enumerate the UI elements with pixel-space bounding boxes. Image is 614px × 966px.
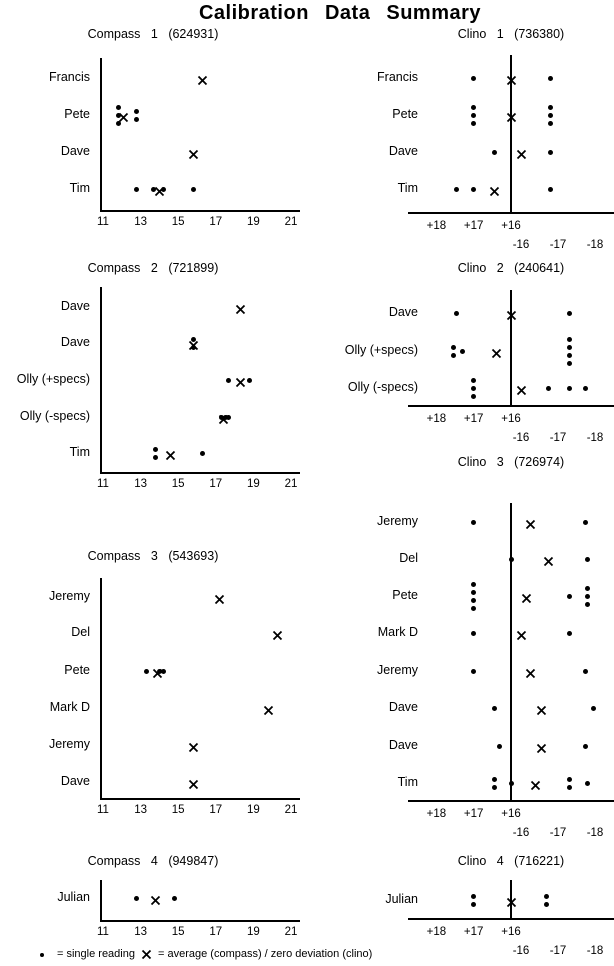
row-label: Jeremy [377,514,418,528]
reading-dot [585,602,590,607]
average-x-marker [188,147,199,158]
axis-tick-label: -16 [512,827,530,839]
x-axis-line [100,798,300,800]
x-axis-line [408,800,614,802]
reading-dot [471,187,476,192]
clino-plot-title: Clino 2 (240641) [457,261,565,275]
average-x-marker [235,375,246,386]
reading-dot [471,606,476,611]
row-label: Pete [392,588,418,602]
axis-tick-label: 21 [284,478,298,490]
row-label: Tim [397,775,418,789]
x-axis-line [408,405,614,407]
reading-dot [567,361,572,366]
reading-dot [548,113,553,118]
reading-dot [454,311,459,316]
axis-tick-label: -16 [512,239,530,251]
row-label: Dave [60,299,90,313]
axis-tick-label: 21 [284,216,298,228]
reading-dot [471,894,476,899]
reading-dot [471,76,476,81]
zero-deviation-x-marker [543,554,554,565]
row-label: Mark D [49,700,90,714]
axis-tick-label: -16 [512,945,530,957]
reading-dot [226,378,231,383]
reading-dot [492,777,497,782]
reading-dot [492,706,497,711]
legend-average-label: = average (compass) / zero deviation (clino) [158,948,373,960]
axis-tick-label: 11 [97,804,109,816]
average-x-marker [154,184,165,195]
reading-dot [544,894,549,899]
reading-dot [567,311,572,316]
x-axis-line [100,920,300,922]
row-label: Pete [64,107,90,121]
average-x-marker [165,448,176,459]
row-label: Del [71,625,90,639]
row-label: Pete [392,107,418,121]
x-axis-line [408,212,614,214]
axis-tick-label: 17 [209,926,223,938]
average-x-marker [150,893,161,904]
y-axis-line [100,880,102,920]
reading-dot [471,590,476,595]
reading-dot [585,594,590,599]
clino-plot-title: Clino 1 (736380) [457,27,565,41]
average-x-marker [188,740,199,751]
reading-dot [567,594,572,599]
average-x-marker [272,628,283,639]
reading-dot [583,669,588,674]
reading-dot [585,557,590,562]
y-axis-line [100,287,102,472]
zero-deviation-x-marker [516,628,527,639]
row-label: Jeremy [377,663,418,677]
average-x-marker [188,338,199,349]
reading-dot [548,187,553,192]
axis-tick-label: +17 [463,926,484,938]
average-x-marker [188,777,199,788]
row-label: Dave [60,335,90,349]
axis-tick-label: +16 [501,808,521,820]
reading-dot [454,187,459,192]
page-title: Calibration Data Summary [198,2,482,24]
row-label: Francis [49,70,90,84]
reading-dot [471,113,476,118]
reading-dot [451,345,456,350]
row-label: Dave [388,144,418,158]
reading-dot [492,150,497,155]
row-label: Olly (+specs) [16,372,90,386]
y-axis-line [100,58,102,210]
axis-tick-label: -17 [549,827,567,839]
zero-deviation-x-marker [525,517,536,528]
row-label: Tim [69,181,90,195]
reading-dot [134,896,139,901]
axis-tick-label: 11 [97,478,109,490]
row-label: Dave [388,738,418,752]
reading-dot [509,781,514,786]
axis-tick-label: 21 [284,804,298,816]
zero-deviation-x-marker [491,346,502,357]
axis-tick-label: +18 [426,926,447,938]
average-x-marker [118,110,129,121]
reading-dot [492,785,497,790]
reading-dot [497,744,502,749]
axis-tick-label: -17 [549,432,567,444]
axis-tick-label: -17 [549,239,567,251]
row-label: Tim [397,181,418,195]
zero-deviation-x-marker [516,383,527,394]
row-label: Jeremy [49,589,90,603]
reading-dot [567,345,572,350]
reading-dot [567,777,572,782]
row-label: Olly (+specs) [344,343,418,357]
compass-plot-title: Compass 3 (543693) [87,549,219,563]
reading-dot [134,187,139,192]
x-axis-line [100,472,300,474]
reading-dot [544,902,549,907]
reading-dot [548,105,553,110]
row-label: Dave [60,774,90,788]
axis-tick-label: 13 [134,926,147,938]
axis-tick-label: 19 [246,216,260,228]
average-x-marker [214,592,225,603]
axis-tick-label: 15 [171,216,185,228]
reading-dot [451,353,456,358]
axis-tick-label: 13 [134,804,147,816]
axis-tick-label: +18 [426,220,447,232]
row-label: Dave [388,305,418,319]
zero-deviation-x-marker [506,895,517,906]
axis-tick-label: -18 [586,827,604,839]
axis-tick-label: 15 [171,804,185,816]
reading-dot [471,598,476,603]
average-x-marker [152,666,163,677]
reading-dot [471,394,476,399]
average-x-marker [218,412,229,423]
axis-tick-label: 11 [97,216,109,228]
average-x-marker [197,73,208,84]
row-label: Julian [57,890,90,904]
axis-tick-label: +17 [463,808,484,820]
reading-dot [460,349,465,354]
axis-tick-label: 21 [284,926,298,938]
reading-dot [200,451,205,456]
reading-dot [153,447,158,452]
x-axis-line [100,210,300,212]
reading-dot [471,378,476,383]
reading-dot [548,150,553,155]
single-reading-dot-icon [40,953,44,957]
reading-dot [583,386,588,391]
reading-dot [172,896,177,901]
axis-tick-label: +16 [501,926,521,938]
axis-tick-label: 17 [209,478,223,490]
zero-deviation-x-marker [506,73,517,84]
reading-dot [567,353,572,358]
reading-dot [471,582,476,587]
average-x-marker [235,302,246,313]
reading-dot [585,586,590,591]
axis-tick-label: 15 [171,478,185,490]
axis-tick-label: 19 [246,478,260,490]
axis-tick-label: +18 [426,808,447,820]
axis-tick-label: 17 [209,216,223,228]
average-zero-deviation-x-icon [141,949,152,960]
zero-deviation-x-marker [521,591,532,602]
row-label: Mark D [377,625,418,639]
compass-plot-title: Compass 4 (949847) [87,854,219,868]
reading-dot [471,386,476,391]
compass-plot-title: Compass 2 (721899) [87,261,219,275]
row-label: Dave [388,700,418,714]
axis-tick-label: -17 [549,945,567,957]
axis-tick-label: +16 [501,413,521,425]
reading-dot [471,902,476,907]
axis-tick-label: 19 [246,926,260,938]
row-label: Olly (-specs) [19,409,90,423]
reading-dot [153,455,158,460]
axis-tick-label: 19 [246,804,260,816]
axis-tick-label: 17 [209,804,223,816]
row-label: Del [399,551,418,565]
axis-tick-label: -18 [586,239,604,251]
clino-plot-title: Clino 4 (716221) [457,854,565,868]
row-label: Francis [377,70,418,84]
reading-dot [471,669,476,674]
reading-dot [583,520,588,525]
reading-dot [134,109,139,114]
zero-deviation-x-marker [516,147,527,158]
axis-tick-label: -16 [512,432,530,444]
reading-dot [471,631,476,636]
axis-tick-label: 15 [171,926,185,938]
axis-tick-label: 13 [134,216,147,228]
row-label: Jeremy [49,737,90,751]
zero-deviation-x-marker [506,308,517,319]
average-x-marker [263,703,274,714]
axis-tick-label: +17 [463,413,484,425]
reading-dot [471,105,476,110]
axis-tick-label: 13 [134,478,147,490]
row-label: Pete [64,663,90,677]
axis-tick-label: +17 [463,220,484,232]
reading-dot [567,386,572,391]
reading-dot [567,785,572,790]
reading-dot [144,669,149,674]
clino-plot-title: Clino 3 (726974) [457,455,565,469]
axis-tick-label: -18 [586,945,604,957]
reading-dot [247,378,252,383]
axis-tick-label: 11 [97,926,109,938]
zero-deviation-x-marker [525,666,536,677]
reading-dot [567,631,572,636]
row-label: Dave [60,144,90,158]
y-axis-line [100,578,102,798]
reading-dot [585,781,590,786]
reading-dot [471,121,476,126]
reading-dot [567,337,572,342]
legend-single-reading-label: = single reading [57,948,135,960]
reading-dot [548,121,553,126]
zero-deviation-x-marker [530,778,541,789]
zero-deviation-x-marker [536,703,547,714]
zero-deviation-line [510,503,512,800]
compass-plot-title: Compass 1 (624931) [87,27,219,41]
reading-dot [583,744,588,749]
reading-dot [548,76,553,81]
axis-tick-label: -18 [586,432,604,444]
reading-dot [191,187,196,192]
row-label: Olly (-specs) [347,380,418,394]
reading-dot [591,706,596,711]
row-label: Tim [69,445,90,459]
reading-dot [509,557,514,562]
zero-deviation-x-marker [506,110,517,121]
zero-deviation-x-marker [536,741,547,752]
axis-tick-label: +18 [426,413,447,425]
zero-deviation-x-marker [489,184,500,195]
reading-dot [471,520,476,525]
reading-dot [546,386,551,391]
row-label: Julian [385,892,418,906]
axis-tick-label: +16 [501,220,521,232]
x-axis-line [408,918,614,920]
reading-dot [134,117,139,122]
